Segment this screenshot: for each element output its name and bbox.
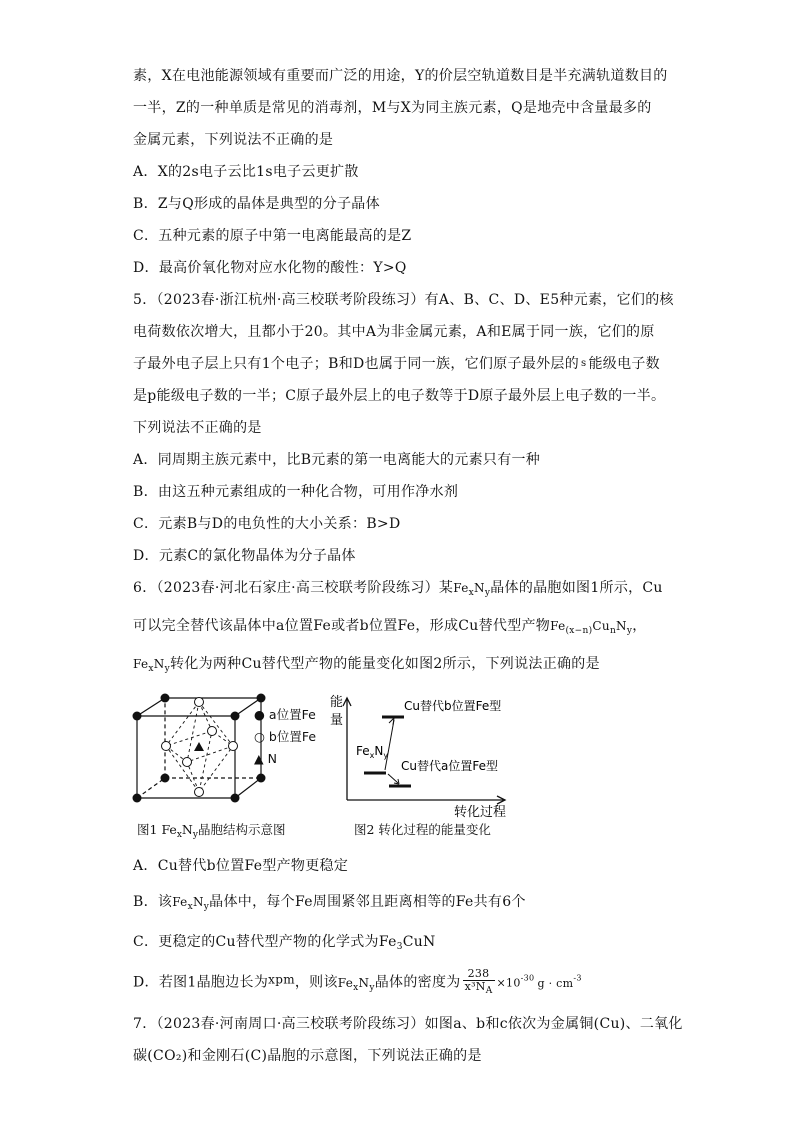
open-circle-icon: ○ bbox=[254, 729, 265, 744]
formula-fexny: $Fe_xN_y$ bbox=[337, 975, 375, 993]
legend-n: ▲ N bbox=[254, 751, 277, 766]
option-c: C．五种元素的原子中第一电离能最高的是Z bbox=[133, 228, 412, 244]
option-c: C．元素B与D的电负性的大小关系：B>D bbox=[133, 516, 401, 532]
text-span: B．该 bbox=[133, 894, 173, 910]
text-line: 下列说法不正确的是 bbox=[133, 420, 262, 436]
option-b bbox=[133, 892, 526, 917]
option-b: B．Z与Q形成的晶体是典型的分子晶体 bbox=[133, 196, 380, 212]
legend-a: ● a位置Fe bbox=[254, 707, 316, 722]
figure-2-energy-diagram bbox=[322, 688, 522, 823]
question-7-stem: 7．（2023春·河南周口·高三校联考阶段练习）如图a、b和c依次为金属铜(Cu)、二氧化 bbox=[133, 1016, 683, 1032]
figure-1-caption: 图1 $Fe_xN_y$晶胞结构示意图 bbox=[137, 822, 286, 840]
text-line: 素，X在电池能源领域有重要而广泛的用途，Y的价层空轨道数目是半充满轨道数目的 bbox=[133, 68, 668, 84]
y-axis-label-1: 能 bbox=[330, 695, 344, 710]
text-line: 是p能级电子数的一半；C原子最外层上的电子数等于D原子最外层上电子数的一半。 bbox=[133, 388, 666, 404]
option-d: D．元素C的氯化物晶体为分子晶体 bbox=[133, 548, 356, 564]
text-span: 晶体的晶胞如图1所示，Cu bbox=[490, 580, 663, 596]
text-span: 能级电子数 bbox=[588, 356, 660, 372]
text-span: 晶体中，每个Fe周围紧邻且距离相等的Fe共有6个 bbox=[209, 894, 526, 910]
option-a: A．Cu替代b位置Fe型产物更稳定 bbox=[133, 858, 349, 874]
text-span: D．若图1晶胞边长为 bbox=[133, 974, 269, 991]
text-span: ，则该 bbox=[294, 974, 338, 991]
option-a: A．X的2s电子云比1s电子云更扩散 bbox=[133, 164, 359, 180]
label-cu-b: Cu替代b位置Fe型 bbox=[404, 699, 502, 713]
figure-1-legend bbox=[254, 704, 316, 770]
formula-fexny: $Fe_xN_y$ bbox=[453, 581, 491, 598]
text-line: 电荷数依次增大，且都小于20。其中A为非金属元素，A和E属于同一族，它们的原 bbox=[133, 324, 655, 340]
s-level: s bbox=[581, 358, 587, 369]
text-line bbox=[133, 354, 660, 374]
triangle-icon: ▲ bbox=[254, 751, 264, 766]
x-axis-label: 转化过程 bbox=[454, 805, 507, 820]
y-axis-label-2: 量 bbox=[330, 713, 344, 728]
text-line: 金属元素，下列说法不正确的是 bbox=[133, 132, 334, 148]
text-line bbox=[133, 654, 600, 679]
option-a: A．同周期主族元素中，比B元素的第一电离能大的元素只有一种 bbox=[133, 452, 541, 468]
figure-2-caption: 图2 转化过程的能量变化 bbox=[354, 822, 491, 837]
question-5-stem: 5．（2023春·浙江杭州·高三校联考阶段练习）有A、B、C、D、E5种元素，它们的核 bbox=[133, 292, 674, 308]
text-span: 子最外电子层上只有1个电子；B和D也属于同一族，它们原子最外层的 bbox=[133, 356, 580, 372]
text-span: 转化为两种Cu替代型产物的能量变化如图2所示，下列说法正确的是 bbox=[169, 656, 600, 672]
density-fraction: $\frac{238}{x^3N_A}$ bbox=[464, 967, 493, 996]
option-d: D．最高价氧化物对应水化物的酸性：Y>Q bbox=[133, 260, 407, 276]
formula-fexny: $Fe_xN_y$ bbox=[172, 895, 210, 912]
text-line: 碳(CO₂)和金刚石(C)晶胞的示意图，下列说法正确的是 bbox=[133, 1048, 482, 1064]
edge-length: xpm bbox=[268, 972, 295, 987]
text-span: 晶体的密度为 bbox=[374, 974, 461, 991]
option-b: B．由这五种元素组成的一种化合物，可用作净水剂 bbox=[133, 484, 459, 500]
text-span: ， bbox=[632, 618, 647, 634]
filled-circle-icon: ● bbox=[254, 707, 265, 722]
option-d: D．若图1晶胞边长为xpm，则该$Fe_xN_y$晶体的密度为 $\frac{238}{x^3N_A}$ $\times 10^{-30}$ $g \cdot cm^{-3}$ bbox=[133, 967, 582, 996]
text-line bbox=[133, 616, 647, 641]
formula-fexny: $Fe_xN_y$ bbox=[133, 657, 170, 674]
text-span: 可以完全替代该晶体中a位置Fe或者b位置Fe，形成Cu替代型产物 bbox=[133, 618, 551, 634]
legend-b: ○ b位置Fe bbox=[254, 729, 317, 744]
text-line: 一半，Z的一种单质是常见的消毒剂，M与X为同主族元素，Q是地壳中含量最多的 bbox=[133, 100, 652, 116]
question-6-stem bbox=[133, 578, 663, 603]
text-span: 6．（2023春·河北石家庄·高三校联考阶段练习）某 bbox=[133, 580, 454, 596]
formula-cu-product: $Fe_{(x-n)}Cu_nN_y$ bbox=[550, 619, 633, 636]
option-c: C．更稳定的Cu替代型产物的化学式为$Fe_3CuN$ bbox=[133, 934, 436, 952]
label-fexny: $Fe_xN_y$ bbox=[356, 744, 389, 760]
label-cu-a: Cu替代a位置Fe型 bbox=[401, 759, 498, 773]
